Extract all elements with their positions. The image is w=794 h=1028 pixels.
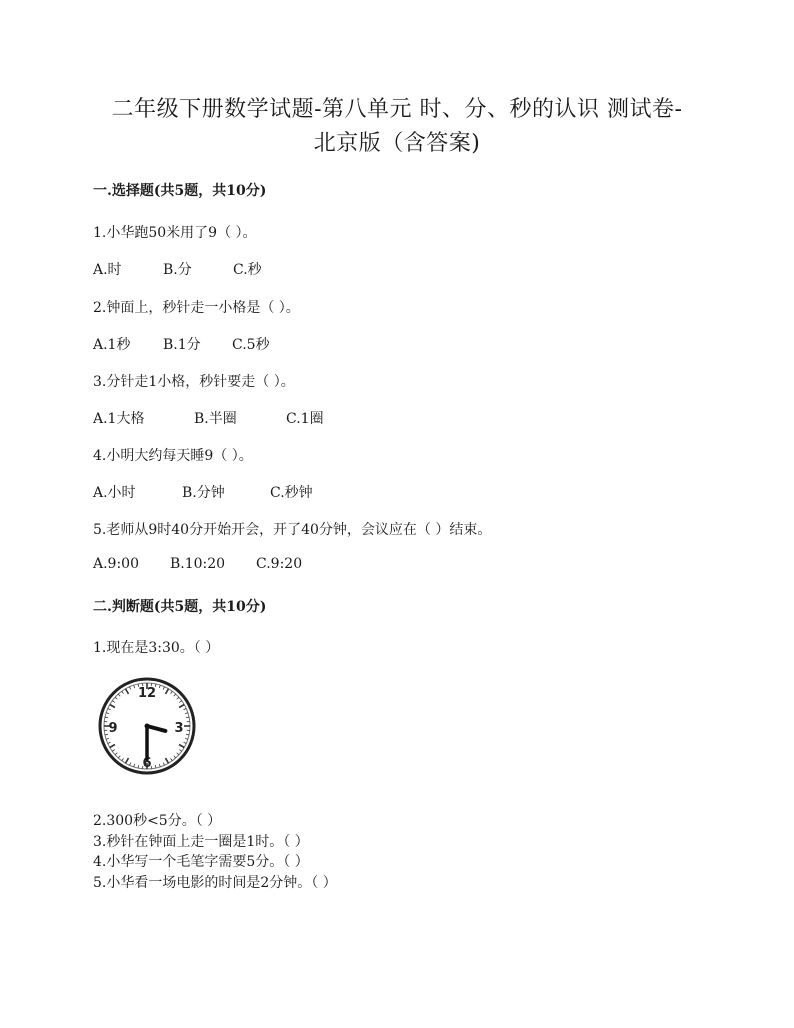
- option-b: B.1分: [163, 337, 201, 353]
- question-4: 4.小明大约每天睡9（ ）。: [93, 448, 253, 464]
- clock-number-9: 9: [108, 721, 118, 736]
- question-2: 2.钟面上，秒针走一小格是（ ）。: [93, 300, 300, 316]
- option-c: C.5秒: [232, 337, 270, 353]
- clock-number-3: 3: [174, 721, 184, 736]
- clock-number-6: 6: [142, 756, 152, 771]
- option-c: C.1圈: [286, 411, 324, 427]
- question-5: 5.老师从9时40分开始开会，开了40分钟，会议应在（ ）结束。: [93, 522, 492, 538]
- option-a: A.1大格: [93, 411, 145, 427]
- option-a: A.9:00: [93, 556, 139, 572]
- option-a: A.时: [93, 262, 122, 278]
- judge-question-5: 5.小华看一场电影的时间是2分钟。（ ）: [93, 875, 337, 891]
- clock-center-pin: [145, 724, 150, 729]
- section-1-heading: 一.选择题(共5题，共10分): [93, 183, 267, 199]
- judge-question-1: 1.现在是3:30。（ ）: [93, 640, 220, 656]
- doc-title-line-2: 北京版（含答案): [313, 131, 481, 156]
- judge-question-3: 3.秒针在钟面上走一圈是1时。（ ）: [93, 834, 309, 850]
- option-a: A.1秒: [93, 337, 131, 353]
- judge-question-2: 2.300秒<5分。（ ）: [93, 813, 222, 829]
- section-2-heading: 二.判断题(共5题，共10分): [93, 599, 267, 615]
- judge-question-4: 4.小华写一个毛笔字需要5分。（ ）: [93, 854, 309, 870]
- clock-face-image: [95, 676, 205, 778]
- option-c: C.9:20: [256, 556, 303, 572]
- doc-title-line-1: 二年级下册数学试题-第八单元 时、分、秒的认识 测试卷-: [111, 97, 683, 122]
- question-1: 1.小华跑50米用了9（ ）。: [93, 225, 257, 241]
- option-c: C.秒: [233, 262, 262, 278]
- option-b: B.半圈: [194, 411, 237, 427]
- question-3: 3.分针走1小格，秒针要走（ ）。: [93, 374, 295, 390]
- clock-number-12: 12: [137, 686, 157, 701]
- option-c: C.秒钟: [270, 485, 313, 501]
- option-b: B.分: [163, 262, 192, 278]
- option-b: B.分钟: [182, 485, 225, 501]
- option-b: B.10:20: [170, 556, 226, 572]
- option-a: A.小时: [93, 485, 136, 501]
